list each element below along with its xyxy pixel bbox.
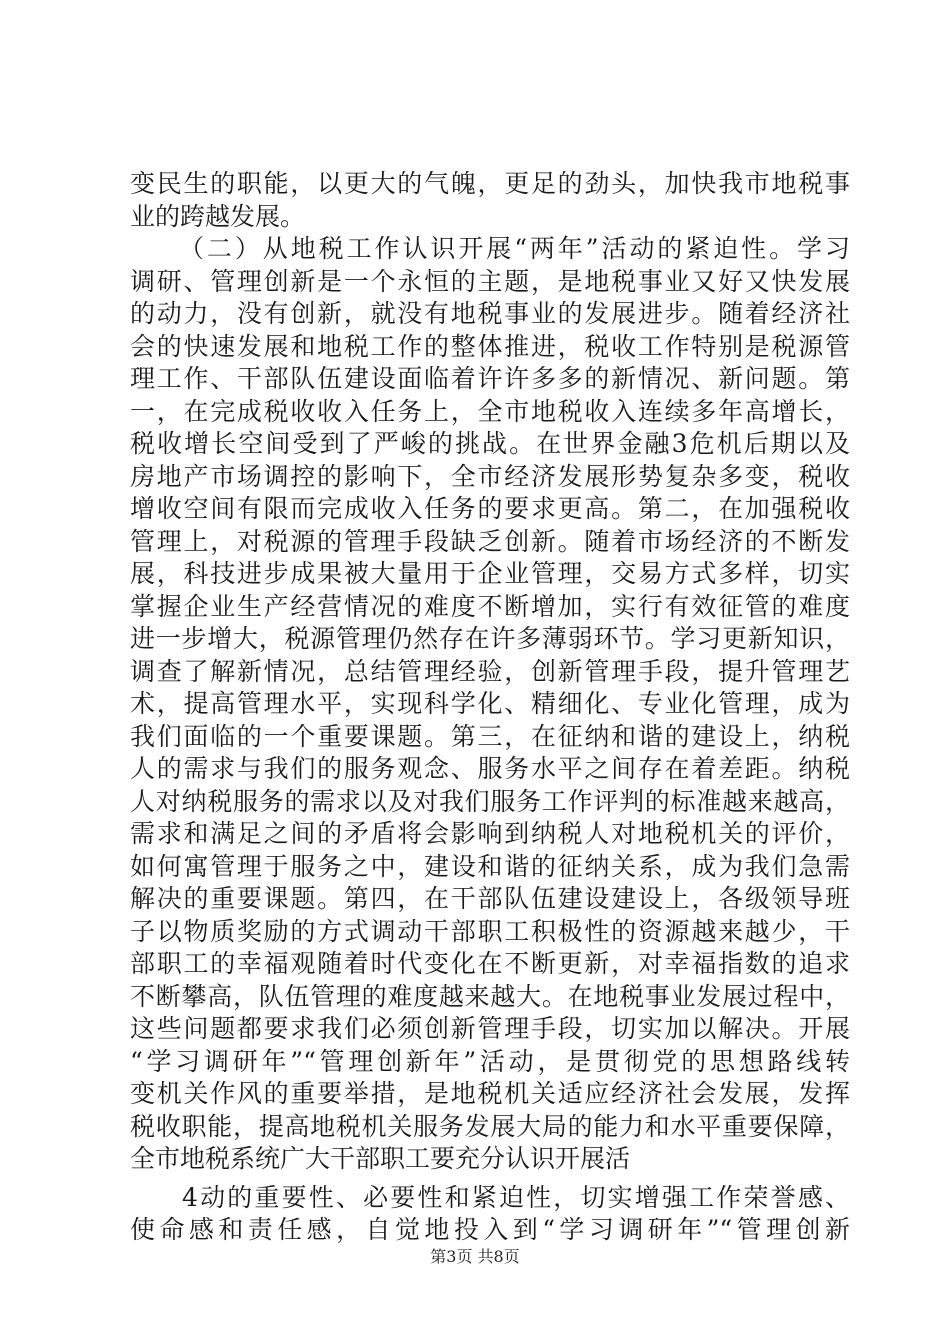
paragraph-2-line-23: 部职工的幸福观随着时代变化在不断更新，对幸福指数的追求: [130, 949, 850, 978]
paragraph-2-line-14: 调查了解新情况，总结管理经验，创新管理手段，提升管理艺: [130, 656, 850, 686]
paragraph-2-line-18: 人对纳税服务的需求以及对我们服务工作评判的标准越来越高，: [130, 786, 850, 816]
paragraph-3-line-2: 使命感和责任感，自觉地投入到“学习调研年”“管理创新: [130, 1215, 850, 1244]
paragraph-2-line-2: 调研、管理创新是一个永恒的主题，是地税事业又好又快发展: [130, 266, 850, 296]
paragraph-2-line-26: “学习调研年”“管理创新年”活动，是贯彻党的思想路线转: [130, 1046, 850, 1076]
paragraph-2-line-28: 税收职能，提高地税机关服务发展大局的能力和水平重要保障，: [130, 1111, 850, 1141]
paragraph-2-line-25: 这些问题都要求我们必须创新管理手段，切实加以解决。开展: [130, 1014, 850, 1043]
paragraph-2-line-1: （二）从地税工作认识开展“两年”活动的紧迫性。学习: [179, 234, 850, 263]
paragraph-3-line-1: 4动的重要性、必要性和紧迫性，切实增强工作荣誉感、: [182, 1182, 850, 1212]
paragraph-2-line-16: 我们面临的一个重要课题。第三，在征纳和谐的建设上，纳税: [130, 721, 850, 751]
paragraph-2-line-20: 如何寓管理于服务之中，建设和谐的征纳关系，成为我们急需: [130, 851, 850, 881]
paragraph-1-line-1: 变民生的职能，以更大的气魄，更足的劲头，加快我市地税事: [130, 169, 850, 198]
document-body: [130, 168, 850, 1247]
paragraph-2-line-8: 房地产市场调控的影响下，全市经济发展形势复杂多变，税收: [130, 461, 850, 491]
paragraph-2-line-4: 会的快速发展和地税工作的整体推进，税收工作特别是税源管: [130, 331, 850, 361]
page-number-footer: 第3页 共8页: [430, 1247, 520, 1266]
paragraph-2-line-5: 理工作、干部队伍建设面临着许许多多的新情况、新问题。第: [130, 364, 850, 393]
paragraph-2-line-27: 变机关作风的重要举措，是地税机关适应经济社会发展，发挥: [130, 1079, 850, 1108]
paragraph-2-line-15: 术，提高管理水平，实现科学化、精细化、专业化管理，成为: [130, 689, 850, 718]
paragraph-2-line-19: 需求和满足之间的矛盾将会影响到纳税人对地税机关的评价，: [130, 819, 850, 848]
paragraph-2-line-12: 掌握企业生产经营情况的难度不断增加，实行有效征管的难度: [130, 591, 850, 621]
paragraph-2-line-10: 管理上，对税源的管理手段缺乏创新。随着市场经济的不断发: [130, 526, 850, 556]
paragraph-2-line-9: 增收空间有限而完成收入任务的要求更高。第二，在加强税收: [130, 494, 850, 523]
paragraph-2-line-11: 展，科技进步成果被大量用于企业管理，交易方式多样，切实: [130, 559, 850, 588]
paragraph-2-line-29: 全市地税系统广大干部职工要充分认识开展活: [130, 1144, 631, 1173]
paragraph-2-line-6: 一，在完成税收收入任务上，全市地税收入连续多年高增长，: [130, 396, 850, 426]
paragraph-2-line-24: 不断攀高，队伍管理的难度越来越大。在地税事业发展过程中，: [130, 981, 850, 1011]
paragraph-2-line-13: 进一步增大，税源管理仍然存在许多薄弱环节。学习更新知识，: [130, 624, 850, 653]
paragraph-2-line-17: 人的需求与我们的服务观念、服务水平之间存在着差距。纳税: [130, 754, 850, 783]
paragraph-2-line-7: 税收增长空间受到了严峻的挑战。在世界金融3危机后期以及: [130, 429, 850, 458]
paragraph-1-line-2: 业的跨越发展。: [130, 201, 306, 231]
paragraph-2-line-21: 解决的重要课题。第四，在干部队伍建设建设上，各级领导班: [130, 884, 850, 913]
paragraph-2-line-3: 的动力，没有创新，就没有地税事业的发展进步。随着经济社: [130, 299, 850, 328]
paragraph-2-line-22: 子以物质奖励的方式调动干部职工积极性的资源越来越少，干: [130, 916, 850, 946]
